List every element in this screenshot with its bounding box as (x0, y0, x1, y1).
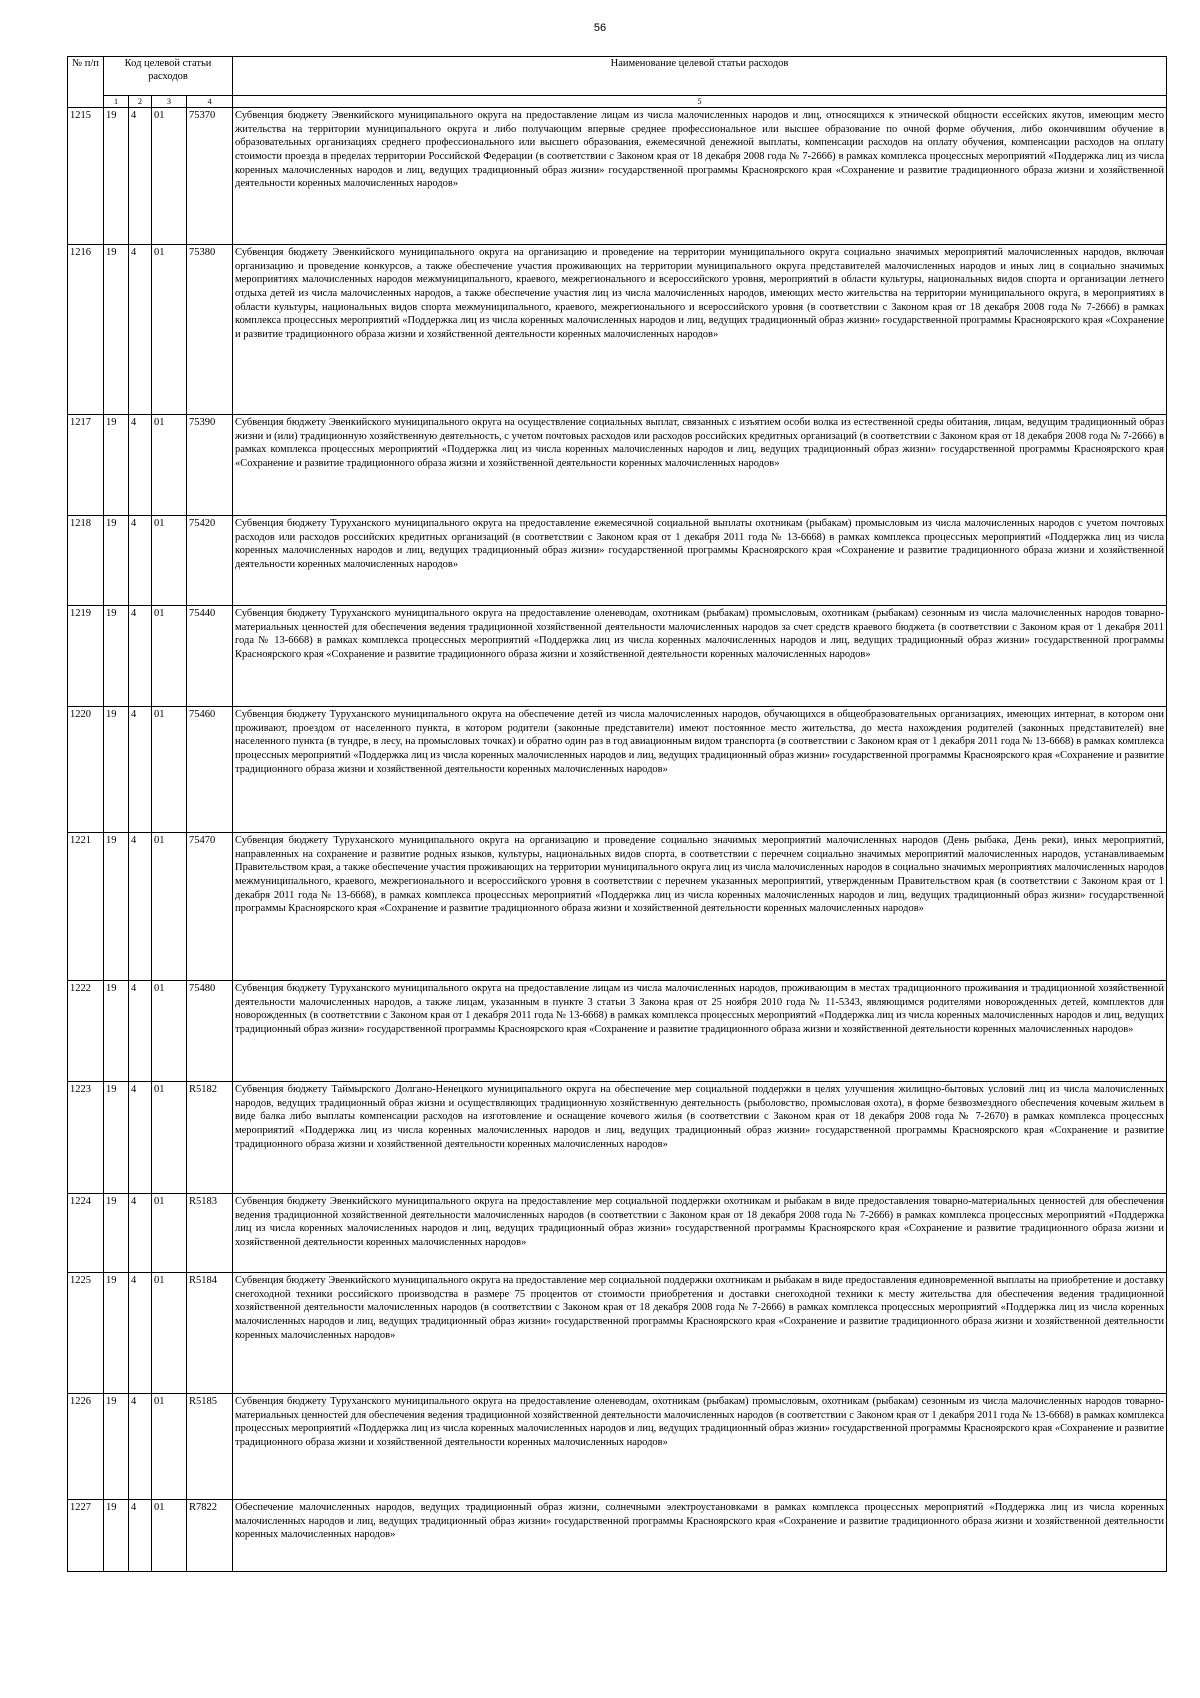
code-program: 19 (104, 606, 129, 707)
code-program: 19 (104, 108, 129, 245)
row-number: 1225 (68, 1273, 104, 1394)
code-program: 19 (104, 415, 129, 516)
table-row (68, 606, 1167, 707)
expense-name: Субвенция бюджету Таймырского Долгано-Ненецкого муниципального округа на обеспечение мер социальной поддержки в целях улучшения жилищно-бытовых условий лиц из числа малочисленных народов, ведущих традиционный образ жизни и осуществляющих традиционную хозяйственную деятельность (рыболовство, промысловая охота), в форме безвозмездного обеспечения кочевым жильем в виде балка либо выплаты компенсации расходов на изготовление и оснащение кочевого жилья (в соответствии с Законом края от 18 декабря 2008 года № 7-2670) в рамках комплекса процессных мероприятий «Поддержка лиц из числа коренных малочисленных народов и лиц, ведущих традиционный образ жизни» государственной программы Красноярского края «Сохранение и развитие традиционного образа жизни и хозяйственной деятельности коренных малочисленных народов» (233, 1082, 1167, 1194)
expense-name: Субвенция бюджету Туруханского муниципального округа на предоставление оленеводам, охотникам (рыбакам) промысловым, охотникам (рыбакам) сезонным из числа малочисленных народов товарно-материальных ценностей для обеспечения ведения традиционной хозяйственной деятельности малочисленных народов (в соответствии с Законом края от 1 декабря 2011 года № 13-6668) в рамках комплекса процессных мероприятий «Поддержка лиц из числа коренных малочисленных народов и лиц, ведущих традиционный образ жизни» государственной программы Красноярского края «Сохранение и развитие традиционного образа жизни и хозяйственной деятельности коренных малочисленных народов» (233, 1394, 1167, 1500)
row-number: 1223 (68, 1082, 104, 1194)
table-row (68, 415, 1167, 516)
code-direction: 75390 (187, 415, 233, 516)
expense-name: Субвенция бюджету Эвенкийского муниципального округа на предоставление мер социальной поддержки охотникам и рыбакам в виде предоставления единовременной выплаты на приобретение и доставку снегоходной техники российского производства в размере 75 процентов от стоимости приобретения и доставки снегоходной техники к месту жительства для обеспечения ведения традиционной хозяйственной деятельности малочисленных народов (в соответствии с Законом края от 18 декабря 2008 года № 7-2666) в рамках комплекса процессных мероприятий «Поддержка лиц из числа коренных малочисленных народов и лиц, ведущих традиционный образ жизни» государственной программы Красноярского края «Сохранение и развитие традиционного образа жизни и хозяйственной деятельности коренных малочисленных народов» (233, 1273, 1167, 1394)
table-row (68, 1273, 1167, 1394)
column-number: 5 (233, 96, 1167, 108)
code-complex: 01 (152, 981, 187, 1082)
column-number: 1 (104, 96, 129, 108)
code-direction: R5185 (187, 1394, 233, 1500)
expense-name: Субвенция бюджету Туруханского муниципального округа на предоставление оленеводам, охотникам (рыбакам) промысловым, охотникам (рыбакам) сезонным из числа малочисленных народов товарно-материальных ценностей для обеспечения ведения традиционной хозяйственной деятельности малочисленных народов за счет средств краевого бюджета (в соответствии с Законом края от 1 декабря 2011 года № 13-6668) в рамках комплекса процессных мероприятий «Поддержка лиц из числа коренных малочисленных народов и лиц, ведущих традиционный образ жизни» государственной программы Красноярского края «Сохранение и развитие традиционного образа жизни и хозяйственной деятельности коренных малочисленных народов» (233, 606, 1167, 707)
table-row (68, 833, 1167, 981)
code-subprogram: 4 (129, 1273, 152, 1394)
header-code-group: Код целевой статьи расходов (104, 57, 233, 96)
code-direction: R5183 (187, 1194, 233, 1273)
code-subprogram: 4 (129, 516, 152, 606)
code-direction: R5184 (187, 1273, 233, 1394)
column-numbering-row (68, 96, 1167, 108)
expense-name: Субвенция бюджету Эвенкийского муниципального округа на предоставление мер социальной поддержки охотникам и рыбакам в виде предоставления товарно-материальных ценностей для обеспечения ведения традиционной хозяйственной деятельности малочисленных народов (в соответствии с Законом края от 18 декабря 2008 года № 7-2666) в рамках комплекса процессных мероприятий «Поддержка лиц из числа коренных малочисленных народов и лиц, ведущих традиционный образ жизни» государственной программы Красноярского края «Сохранение и развитие традиционного образа жизни и хозяйственной деятельности коренных малочисленных народов» (233, 1194, 1167, 1273)
code-program: 19 (104, 707, 129, 833)
row-number: 1215 (68, 108, 104, 245)
code-complex: 01 (152, 516, 187, 606)
code-program: 19 (104, 245, 129, 415)
expense-name: Обеспечение малочисленных народов, ведущих традиционный образ жизни, солнечными электроустановками в рамках комплекса процессных мероприятий «Поддержка лиц из числа коренных малочисленных народов и лиц, ведущих традиционный образ жизни» государственной программы Красноярского края «Сохранение и развитие традиционного образа жизни и хозяйственной деятельности коренных малочисленных народов» (233, 1500, 1167, 1572)
code-subprogram: 4 (129, 1082, 152, 1194)
code-direction: R5182 (187, 1082, 233, 1194)
code-direction: 75480 (187, 981, 233, 1082)
page-number: 56 (593, 22, 607, 34)
code-direction: R7822 (187, 1500, 233, 1572)
code-subprogram: 4 (129, 707, 152, 833)
table-row (68, 1394, 1167, 1500)
table-row (68, 245, 1167, 415)
code-subprogram: 4 (129, 606, 152, 707)
row-number: 1224 (68, 1194, 104, 1273)
code-complex: 01 (152, 833, 187, 981)
code-program: 19 (104, 1273, 129, 1394)
code-program: 19 (104, 1082, 129, 1194)
code-subprogram: 4 (129, 1500, 152, 1572)
budget-table (67, 56, 1167, 1572)
code-complex: 01 (152, 1273, 187, 1394)
code-subprogram: 4 (129, 245, 152, 415)
code-program: 19 (104, 1394, 129, 1500)
column-number: 3 (152, 96, 187, 108)
code-direction: 75440 (187, 606, 233, 707)
expense-name: Субвенция бюджету Эвенкийского муниципального округа на осуществление социальных выплат, связанных с изъятием особи волка из естественной среды обитания, лицам, ведущим традиционный образ жизни и (или) традиционную хозяйственную деятельность, с учетом почтовых расходов или расходов российских кредитных организаций (в соответствии с Законом края от 18 декабря 2008 года № 7-2666) в рамках комплекса процессных мероприятий «Поддержка лиц из числа коренных малочисленных народов и лиц, ведущих традиционный образ жизни» государственной программы Красноярского края «Сохранение и развитие традиционного образа жизни и хозяйственной деятельности коренных малочисленных народов» (233, 415, 1167, 516)
code-complex: 01 (152, 707, 187, 833)
code-subprogram: 4 (129, 981, 152, 1082)
header-number: № п/п (68, 57, 104, 108)
table-row (68, 981, 1167, 1082)
table-row (68, 516, 1167, 606)
row-number: 1219 (68, 606, 104, 707)
code-complex: 01 (152, 1500, 187, 1572)
column-number: 2 (129, 96, 152, 108)
table-row (68, 1082, 1167, 1194)
column-number: 4 (187, 96, 233, 108)
table-row (68, 108, 1167, 245)
code-complex: 01 (152, 1394, 187, 1500)
expense-name: Субвенция бюджету Туруханского муниципального округа на предоставление ежемесячной социальной выплаты охотникам (рыбакам) промысловым из числа малочисленных народов с учетом почтовых расходов или расходов российских кредитных организаций (в соответствии с Законом края от 1 декабря 2011 года № 13-6668) в рамках комплекса процессных мероприятий «Поддержка лиц из числа коренных малочисленных народов и лиц, ведущих традиционный образ жизни» государственной программы Красноярского края «Сохранение и развитие традиционного образа жизни и хозяйственной деятельности коренных малочисленных народов» (233, 516, 1167, 606)
table-row (68, 1194, 1167, 1273)
code-subprogram: 4 (129, 1194, 152, 1273)
code-program: 19 (104, 1194, 129, 1273)
row-number: 1218 (68, 516, 104, 606)
code-subprogram: 4 (129, 108, 152, 245)
row-number: 1217 (68, 415, 104, 516)
code-program: 19 (104, 833, 129, 981)
code-complex: 01 (152, 108, 187, 245)
code-complex: 01 (152, 245, 187, 415)
code-program: 19 (104, 981, 129, 1082)
code-complex: 01 (152, 415, 187, 516)
code-complex: 01 (152, 1194, 187, 1273)
row-number: 1220 (68, 707, 104, 833)
row-number: 1222 (68, 981, 104, 1082)
code-direction: 75380 (187, 245, 233, 415)
code-subprogram: 4 (129, 833, 152, 981)
row-number: 1226 (68, 1394, 104, 1500)
code-subprogram: 4 (129, 415, 152, 516)
expense-name: Субвенция бюджету Туруханского муниципального округа на обеспечение детей из числа малочисленных народов, обучающихся в общеобразовательных организациях, имеющих интернат, в котором они проживают, проездом от населенного пункта, в котором родители (законные представители) имеют постоянное место жительства, до места нахождения родителей (законных представителей) вне населенного пункта (в тундре, в лесу, на промысловых точках) и обратно один раз в год авиационным видом транспорта (в соответствии с Законом края от 1 декабря 2011 года № 13-6668) в рамках комплекса процессных мероприятий «Поддержка лиц из числа коренных малочисленных народов и лиц, ведущих традиционный образ жизни» государственной программы Красноярского края «Сохранение и развитие традиционного образа жизни и хозяйственной деятельности коренных малочисленных народов» (233, 707, 1167, 833)
code-subprogram: 4 (129, 1394, 152, 1500)
row-number: 1221 (68, 833, 104, 981)
code-program: 19 (104, 1500, 129, 1572)
table-row (68, 1500, 1167, 1572)
expense-name: Субвенция бюджету Туруханского муниципального округа на организацию и проведение социально значимых мероприятий малочисленных народов (День рыбака, День реки), иных мероприятий, направленных на сохранение и развитие родных языков, культуры, национальных видов спорта, в соответствии с перечнем социально значимых мероприятий малочисленных народов, устанавливаемым Правительством края, а также обеспечение участия проживающих на территории муниципального округа лиц из числа малочисленных народов в социально значимых мероприятиях малочисленных народов межмуниципального, краевого, межрегионального и всероссийского уровня в соответствии с перечнем указанных мероприятий, утвержденным Правительством края (в соответствии с Законом края от 1 декабря 2011 года № 13-6668), в рамках комплекса процессных мероприятий «Поддержка лиц из числа коренных малочисленных народов и лиц, ведущих традиционный образ жизни» государственной программы Красноярского края «Сохранение и развитие традиционного образа жизни и хозяйственной деятельности коренных малочисленных народов» (233, 833, 1167, 981)
code-complex: 01 (152, 606, 187, 707)
code-complex: 01 (152, 1082, 187, 1194)
expense-name: Субвенция бюджету Туруханского муниципального округа на предоставление лицам из числа малочисленных народов, проживающим в местах традиционного проживания и традиционной хозяйственной деятельности малочисленных народов, а также лицам, указанным в пункте 3 статьи 3 Закона края от 25 ноября 2010 года № 11-5343, являющимся родителями новорожденных детей, комплектов для новорожденных (в соответствии с Законом края от 1 декабря 2011 года № 13-6668) в рамках комплекса процессных мероприятий «Поддержка лиц из числа коренных малочисленных народов и лиц, ведущих традиционный образ жизни» государственной программы Красноярского края «Сохранение и развитие традиционного образа жизни и хозяйственной деятельности коренных малочисленных народов» (233, 981, 1167, 1082)
expense-name: Субвенция бюджету Эвенкийского муниципального округа на предоставление лицам из числа малочисленных народов и лиц, относящихся к этнической общности ессейских якутов, имеющим место жительства на территории муниципального округа и либо получающим впервые среднее профессиональное или высшее образование по очной форме обучения, либо окончившим обучение в образовательных организациях среднего профессионального или высшего образования, ежемесячной денежной выплаты, компенсации расходов на оплату обучения, компенсации расходов на оплату стоимости проезда в пределах территории Российской Федерации (в соответствии с Законом края от 18 декабря 2008 года № 7-2666) в рамках комплекса процессных мероприятий «Поддержка лиц из числа коренных малочисленных народов и лиц, ведущих традиционный образ жизни» государственной программы Красноярского края «Сохранение и развитие традиционного образа жизни и хозяйственной деятельности коренных малочисленных народов» (233, 108, 1167, 245)
expense-name: Субвенция бюджету Эвенкийского муниципального округа на организацию и проведение на территории муниципального округа социально значимых мероприятий малочисленных народов, включая организацию и проведение конкурсов, а также обеспечение участия проживающих на территории муниципального округа представителей малочисленных народов и иных лиц в социально значимых мероприятиях малочисленных народов межмуниципального, краевого, межрегионального и всероссийского уровня, мероприятий в области культуры, национальных видов спорта и организации летнего отдыха детей из числа малочисленных народов, а также обеспечение участия лиц из числа малочисленных народов, имеющих место жительства на территории муниципального округа, в мероприятиях в области культуры, национальных видов спорта межмуниципального, краевого, межрегионального и всероссийского уровня (в соответствии с Законом края от 18 декабря 2008 года № 7-2666) в рамках комплекса процессных мероприятий «Поддержка лиц из числа коренных малочисленных народов и лиц, ведущих традиционный образ жизни» государственной программы Красноярского края «Сохранение и развитие традиционного образа жизни и хозяйственной деятельности коренных малочисленных народов» (233, 245, 1167, 415)
row-number: 1216 (68, 245, 104, 415)
code-direction: 75370 (187, 108, 233, 245)
code-direction: 75420 (187, 516, 233, 606)
code-direction: 75460 (187, 707, 233, 833)
row-number: 1227 (68, 1500, 104, 1572)
table-header-row (68, 57, 1167, 96)
code-direction: 75470 (187, 833, 233, 981)
table-row (68, 707, 1167, 833)
code-program: 19 (104, 516, 129, 606)
header-name: Наименование целевой статьи расходов (233, 57, 1167, 96)
